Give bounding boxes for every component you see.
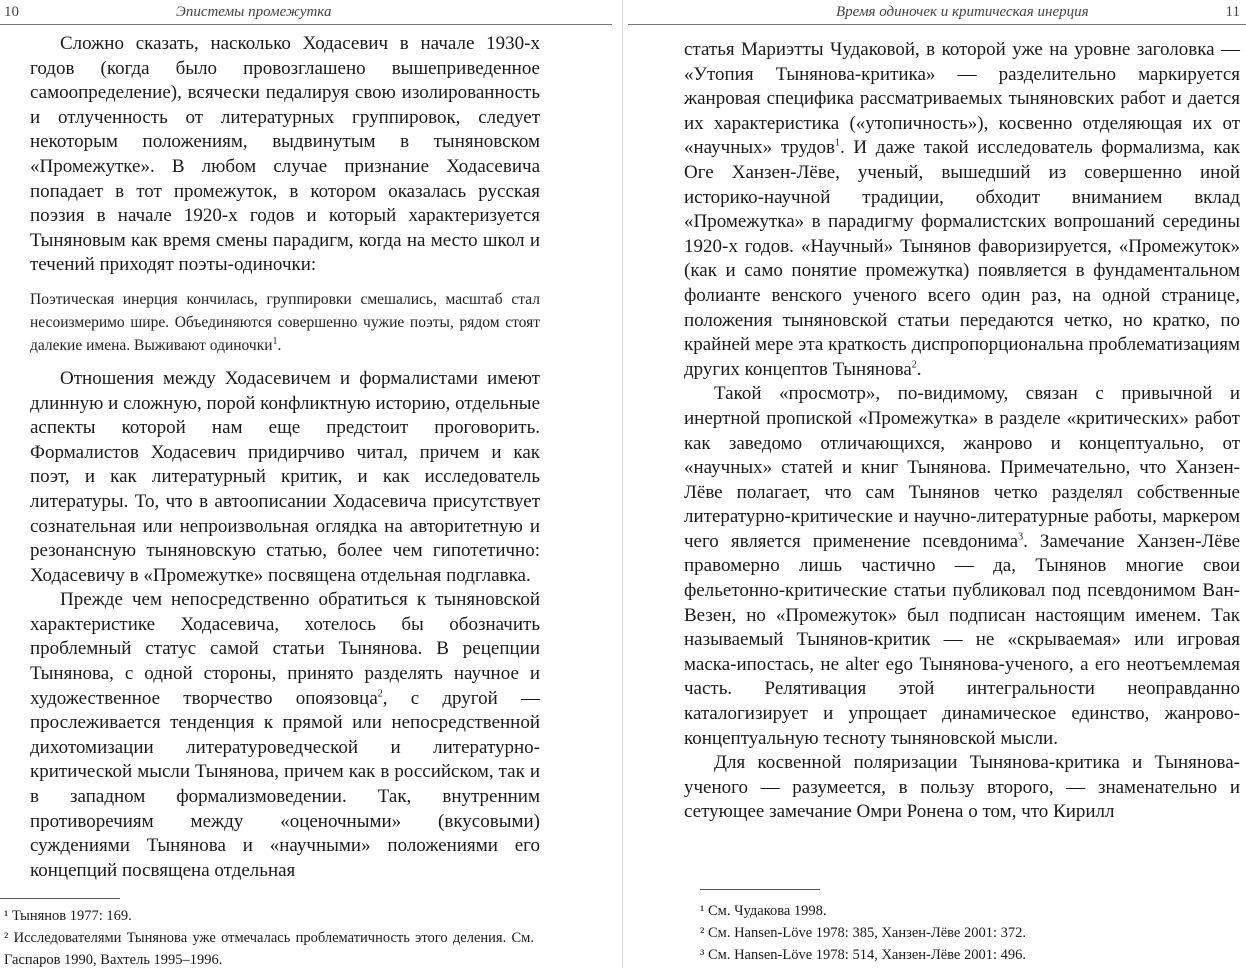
paragraph-text: статья Мариэтты Чудаковой, в которой уже на уровне заголовка — «Утопия Тынянова-критика» — разделительно маркируется жанровая специфика рассматриваемых тыняновских работ и дается их характеристика («утопичность»), косвенно отделяющая их от «научных» трудов [684,39,1240,159]
paragraph-text: . Замечание Ханзен-Лёве правомерно лишь частично — да, Тынянов многие свои фельетонно-критические статьи публиковал под псевдонимом Ван-Везен, но «Промежуток» был подписан настоящим именем. Так называемый Тынянов-критик — не «скрываемая» или игровая маска-ипостась, не alter ego Тынянова-ученого, а его неотъемлемая часть. Релятивация этой интегральности неоправданно каталогизирует и упрощает динамическое единство, жанрово-концептуальную тесноту тыняновской мысли. [684,530,1241,749]
paragraph-text: , с другой — прослеживается тенденция к прямой или непосредственной дихотомизации литературоведческой и литературно-критической мысли Тынянова, причем как в российском, так и в западном формализмоведении. Так, внутренним противоречиям между «оценочными» (вкусовыми) суждениями Тынянова и «научными» положениями его концепций посвящена отдельная [30,687,540,881]
footnote: ² Исследователями Тынянова уже отмечалась проблематичность этого деления. См. Гаспаров 1990, Вахтель 1995–1996. [4,930,534,968]
header-rule [628,24,1246,25]
running-head-right [628,4,1246,24]
paragraph [684,38,1240,382]
footnote-rule [0,898,120,899]
footnote-ref[interactable]: 1 [272,335,278,347]
right-body-text [684,38,1240,825]
paragraph: Для косвенной поляризации Тынянова-критика и Тынянова-ученого — разумеется, в пользу второго, — знаменательно и сетующее замечание Омри Ронена о том, что Кирилл [684,752,1240,823]
paragraph [30,588,540,883]
quote-end: . [277,336,282,354]
footnote-ref[interactable]: 1 [834,138,840,150]
gutter [622,0,623,968]
footnote-rule [700,889,820,890]
paragraph: Сложно сказать, насколько Ходасевич в начале 1930-х годов (когда было провозглашено вышеприведенное самоопределение), всячески педалируя свою изолированность и отлученность от литературных группировок, следует некоторым положениям, выдвинутым в тыняновском «Промежутке». В любом случае признание Ходасевича попадает в тот промежуток, в котором оказалась русская поэзия в начале 1920-х годов и который характеризуется Тыняновым как время смены парадигм, когда на место школ и течений приходят поэты-одиночки: [30,33,540,276]
footnotes-right [700,900,1240,966]
block-quote [30,288,540,357]
left-page [0,0,618,968]
footnotes-left [4,905,534,971]
paragraph: Отношения между Ходасевичем и формалистами имеют длинную и сложную, порой конфликтную историю, отдельные аспекты которой нам еще предстоит проговорить. Формалистов Ходасевич придирчиво читал, причем и как поэт, и как литературный критик, и как исследователь литературы. То, что в автоописании Ходасевича присутствует сознательная или непроизвольная оглядка на авторитетную и резонансную тыняновскую статью, более чем гипотетично: Ходасевичу в «Промежутке» посвящена отдельная подглавка. [30,367,540,586]
footnote-ref[interactable]: 2 [911,359,917,371]
footnote-ref[interactable]: 2 [377,688,383,700]
footnote: ¹ Тынянов 1977: 169. [4,908,132,924]
footnote: ³ См. Hansen-Löve 1978: 514, Ханзен-Лёве 2001: 496. [700,947,1026,963]
footnote: ² См. Hansen-Löve 1978: 385, Ханзен-Лёве 2001: 372. [700,925,1026,941]
right-page [628,0,1246,968]
paragraph-text: . И даже такой исследователь формализма, как Оге Ханзен-Лёве, ученый, вышедший из совершенно иной историко-научной традиции, обходит вниманием вклад «Промежутка» в парадигму формалистских вопрошаний середины 1920-х годов. «Научный» Тынянов фаворизируется, «Промежуток» (как и само понятие промежутка) появляется в фундаментальном фолианте венского ученого всего один раз, на одной странице, положения тыняновской статьи передаются четко, но кратко, по крайней мере эта краткость диспропорциональна проблематизациям других концептов Тынянова [684,137,1241,380]
paragraph [684,382,1240,751]
header-rule [0,24,612,25]
left-body-text [30,32,540,883]
running-head-left [0,4,612,24]
quote-text: Поэтическая инерция кончилась, группировки смешались, масштаб стал несоизмеримо шире. Объединяются совершенно чужие поэты, рядом стоят далекие имена. Выживают одиночки [30,290,540,354]
paragraph-text: Прежде чем непосредственно обратиться к тыняновской характеристике Ходасевича, хотелось бы обозначить проблемный статус самой статьи Тынянова. В рецепции Тынянова, с одной стороны, принято разделять научное и художественное творчество опоязовца [30,589,540,709]
running-title: Время одиночек и критическая инерция [836,4,1089,20]
footnote-ref[interactable]: 3 [1018,531,1024,543]
page-number: 10 [4,4,19,20]
paragraph-text: Такой «просмотр», по-видимому, связан с привычной и инертной пропиской «Промежутка» в разделе «критических» работ как заведомо отличающихся, жанрово и концептуально, от «научных» статей и книг Тынянова. Примечательно, что Ханзен-Лёве полагает, что сам Тынянов четко разделял собственные литературно-критические и научно-литературные работы, маркером чего является применение псевдонима [684,383,1240,552]
paragraph-text: . [916,358,922,380]
page-number: 11 [1225,4,1240,20]
footnote: ¹ См. Чудакова 1998. [700,903,827,919]
running-title: Эпистемы промежутка [176,4,332,20]
